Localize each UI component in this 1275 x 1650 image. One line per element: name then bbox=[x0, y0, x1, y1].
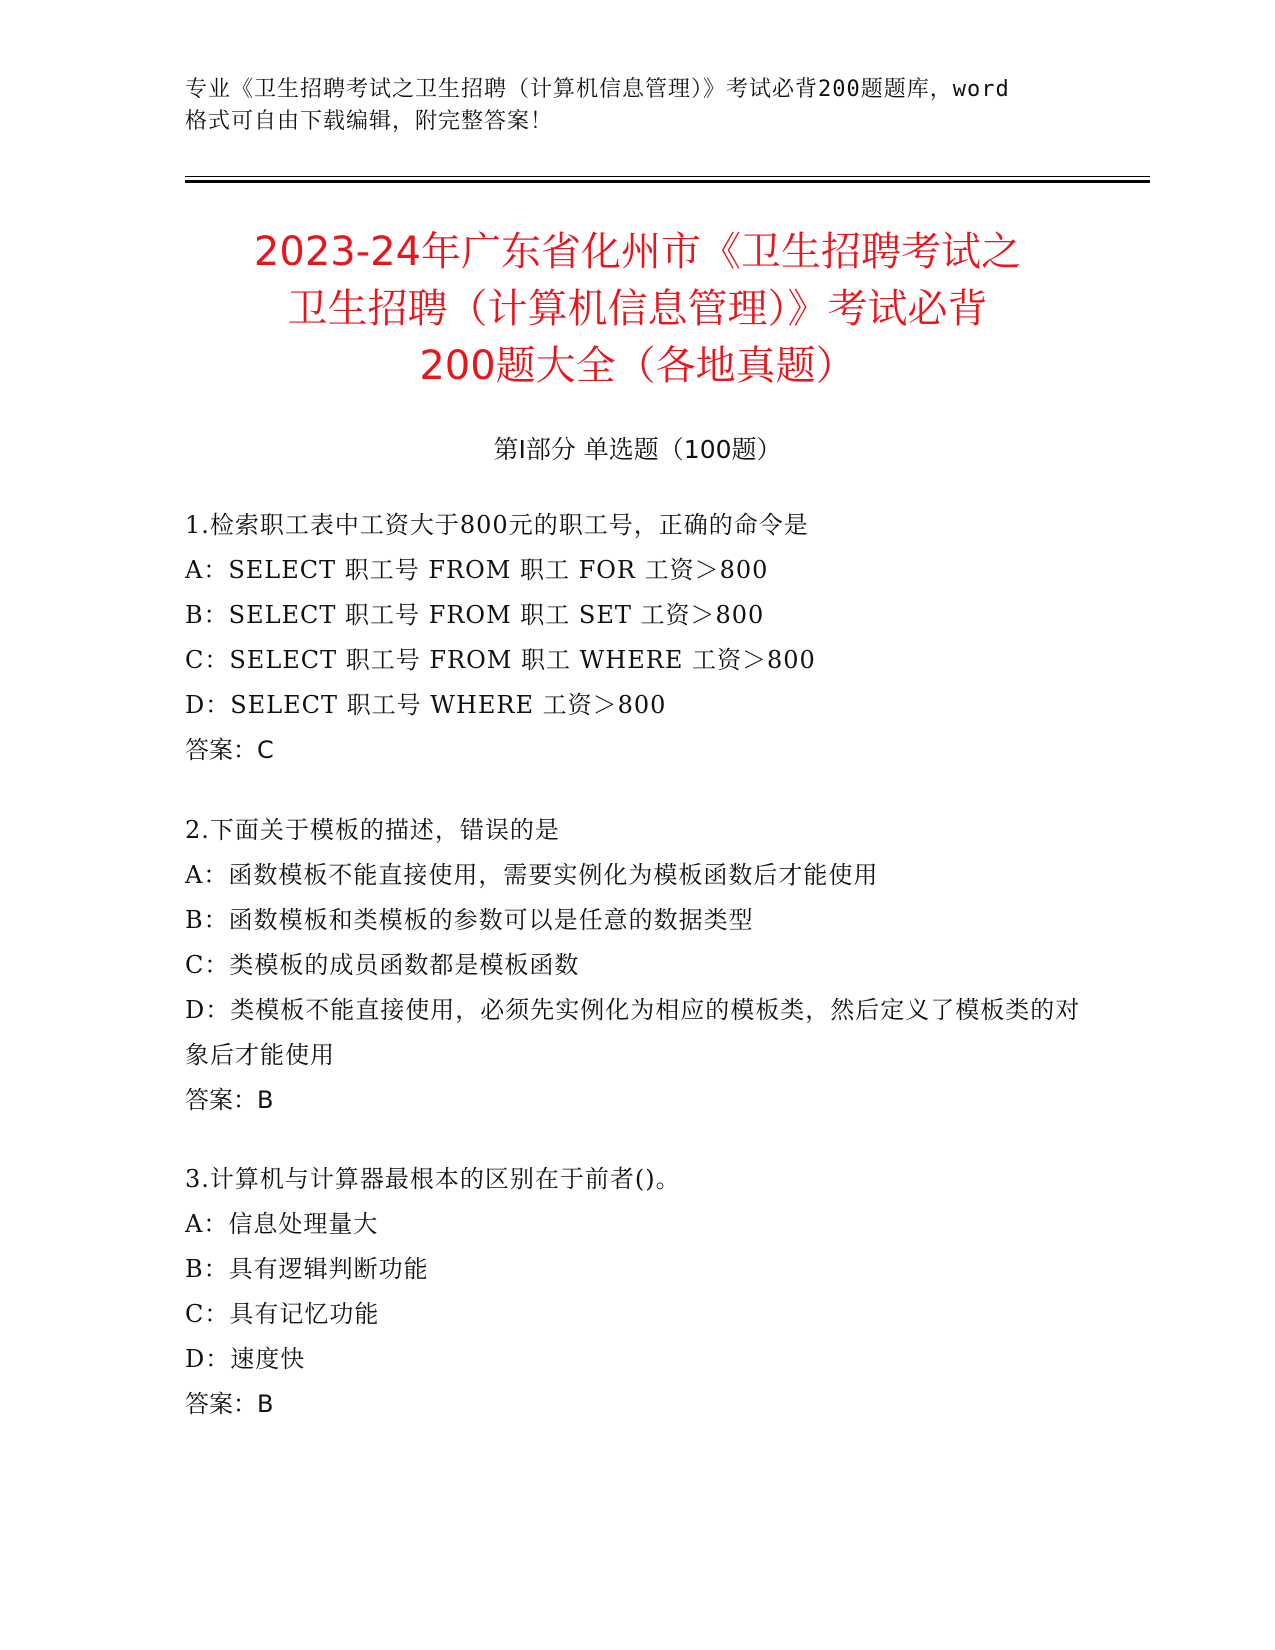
title-line-2: 卫生招聘（计算机信息管理）》考试必背 bbox=[287, 286, 988, 332]
option-a: A：SELECT 职工号 FROM 职工 FOR 工资＞800 bbox=[185, 556, 769, 584]
header-divider-thin bbox=[185, 176, 1150, 177]
header-note bbox=[185, 74, 1085, 138]
answer: 答案：B bbox=[185, 1086, 274, 1114]
question-1 bbox=[185, 503, 1105, 773]
option-c: C：SELECT 职工号 FROM 职工 WHERE 工资＞800 bbox=[185, 646, 816, 674]
option-d: D：SELECT 职工号 WHERE 工资＞800 bbox=[185, 691, 667, 719]
option-b: B：函数模板和类模板的参数可以是任意的数据类型 bbox=[185, 906, 754, 934]
question-stem: 3.计算机与计算器最根本的区别在于前者()。 bbox=[185, 1165, 681, 1193]
document-title bbox=[185, 224, 1090, 395]
question-2 bbox=[185, 808, 1105, 1123]
question-3 bbox=[185, 1157, 1105, 1427]
header-note-line2: 格式可自由下载编辑，附完整答案！ bbox=[185, 109, 554, 134]
title-line-1: 2023-24年广东省化州市《卫生招聘考试之 bbox=[253, 229, 1022, 275]
title-line-3: 200题大全（各地真题） bbox=[419, 343, 856, 389]
answer: 答案：B bbox=[185, 1390, 274, 1418]
answer: 答案：C bbox=[185, 736, 274, 764]
option-d: D：速度快 bbox=[185, 1345, 306, 1373]
section-heading: 第Ⅰ部分 单选题（100题） bbox=[493, 435, 782, 464]
option-a: A：函数模板不能直接使用，需要实例化为模板函数后才能使用 bbox=[185, 861, 879, 889]
option-a: A：信息处理量大 bbox=[185, 1210, 379, 1238]
option-b: B：具有逻辑判断功能 bbox=[185, 1255, 429, 1283]
option-c: C：类模板的成员函数都是模板函数 bbox=[185, 951, 580, 979]
question-stem: 2.下面关于模板的描述，错误的是 bbox=[185, 816, 560, 844]
question-stem: 1.检索职工表中工资大于800元的职工号，正确的命令是 bbox=[185, 511, 809, 539]
option-b: B：SELECT 职工号 FROM 职工 SET 工资＞800 bbox=[185, 601, 765, 629]
header-divider-thick bbox=[185, 180, 1150, 183]
option-d: D：类模板不能直接使用，必须先实例化为相应的模板类，然后定义了模板类的对象后才能使用 bbox=[185, 996, 1081, 1069]
option-c: C：具有记忆功能 bbox=[185, 1300, 380, 1328]
header-note-line1: 专业《卫生招聘考试之卫生招聘（计算机信息管理）》考试必背200题题库，word bbox=[185, 77, 1010, 102]
